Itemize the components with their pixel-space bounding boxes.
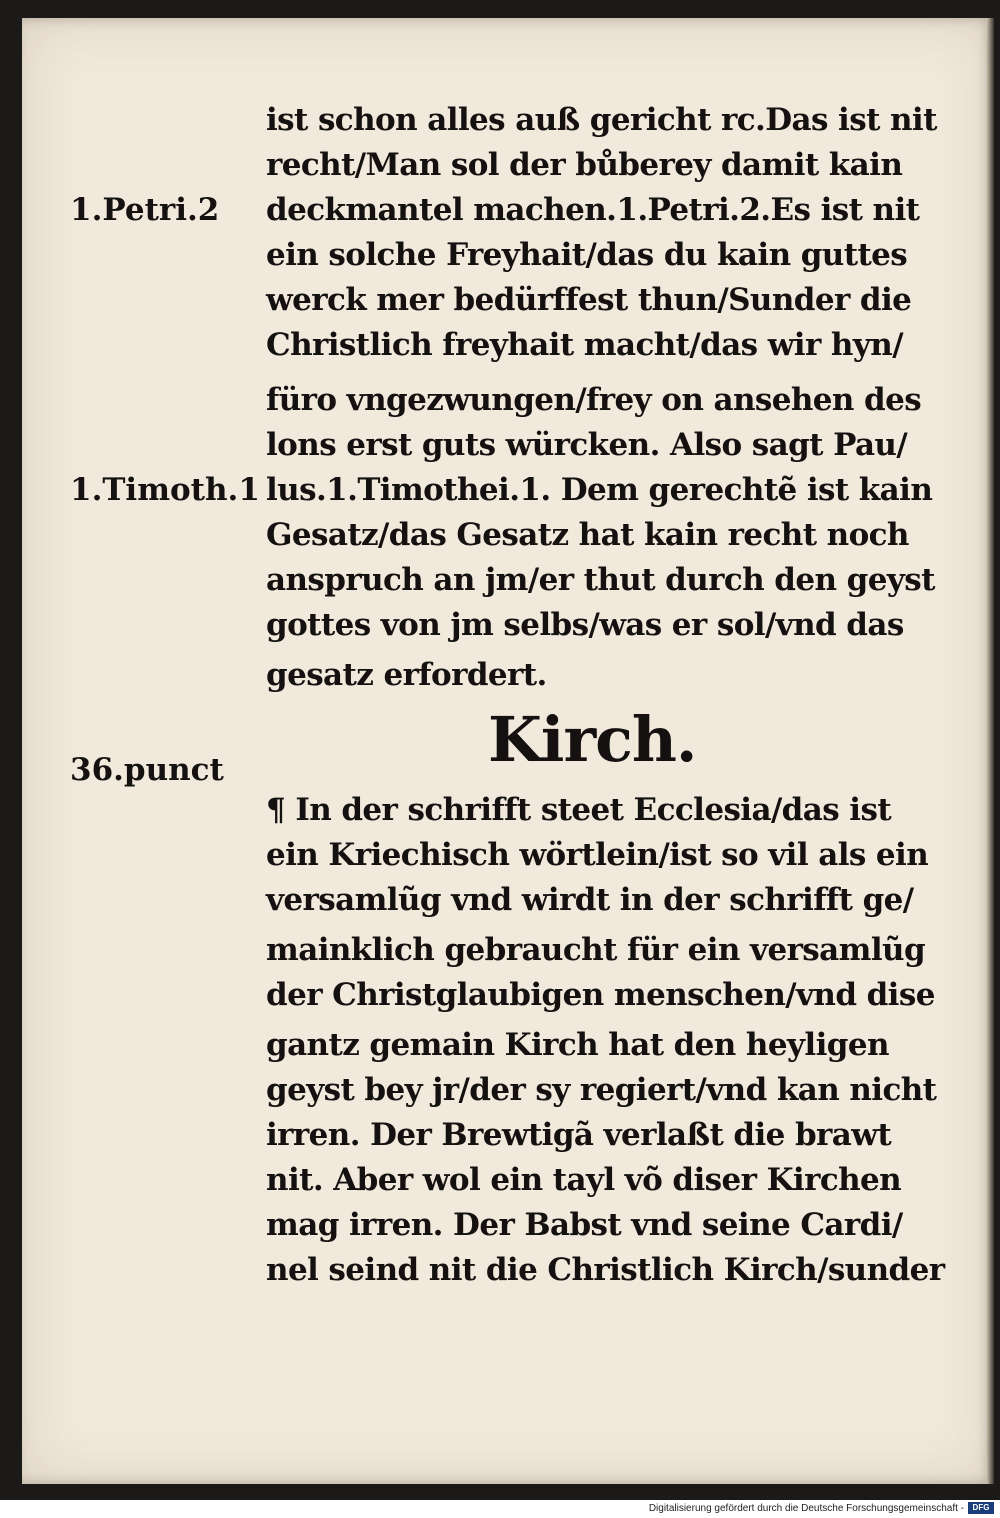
- text-line: nel seind nit die Christlich Kirch/sunder: [266, 1252, 945, 1288]
- text-line: anspruch an jm/er thut durch den geyst: [266, 562, 935, 598]
- text-line: irren. Der Brewtigã verlaßt die brawt: [266, 1117, 892, 1153]
- text-line: ¶ In der schrifft steet Ecclesia/das ist: [266, 792, 892, 828]
- margin-note-punct: 36.punct: [70, 752, 224, 788]
- dfg-logo: DFG: [968, 1502, 994, 1514]
- text-line: werck mer bedürffest thun/Sunder die: [266, 282, 912, 318]
- text-line: nit. Aber wol ein tayl võ diser Kirchen: [266, 1162, 902, 1198]
- text-line: mag irren. Der Babst vnd seine Cardi/: [266, 1207, 903, 1243]
- text-line: ein solche Freyhait/das du kain guttes: [266, 237, 908, 273]
- text-line: geyst bey jr/der sy regiert/vnd kan nicht: [266, 1072, 937, 1108]
- text-line: mainklich gebraucht für ein versamlũg: [266, 932, 926, 968]
- text-line: ist schon alles auß gericht rc.Das ist nit: [266, 102, 937, 138]
- text-line: gottes von jm selbs/was er sol/vnd das: [266, 607, 904, 643]
- text-line: recht/Man sol der bůberey damit kain: [266, 147, 903, 183]
- text-line: ein Kriechisch wörtlein/ist so vil als ein: [266, 837, 929, 873]
- section-heading: Kirch.: [488, 703, 697, 776]
- text-line: deckmantel machen.1.Petri.2.Es ist nit: [266, 192, 920, 228]
- text-line: Gesatz/das Gesatz hat kain recht noch: [266, 517, 909, 553]
- text-line: lons erst guts würcken. Also sagt Pau/: [266, 427, 908, 463]
- text-line: Christlich freyhait macht/das wir hyn/: [266, 327, 903, 363]
- text-line: gantz gemain Kirch hat den heyligen: [266, 1027, 889, 1063]
- text-line: der Christglaubigen menschen/vnd dise: [266, 977, 935, 1013]
- text-line: lus.1.Timothei.1. Dem gerechtẽ ist kain: [266, 472, 933, 508]
- margin-note-timoth: 1.Timoth.1: [70, 472, 260, 508]
- page-edge-shadow: [986, 18, 994, 1484]
- text-line: füro vngezwungen/frey on ansehen des: [266, 382, 922, 418]
- margin-note-petri: 1.Petri.2: [70, 192, 220, 228]
- funding-footer: [0, 1500, 1000, 1518]
- funding-notice: Digitalisierung gefördert durch die Deutsche Forschungsgemeinschaft -: [648, 1503, 964, 1514]
- text-line: gesatz erfordert.: [266, 657, 547, 693]
- text-line: versamlũg vnd wirdt in der schrifft ge/: [266, 882, 914, 918]
